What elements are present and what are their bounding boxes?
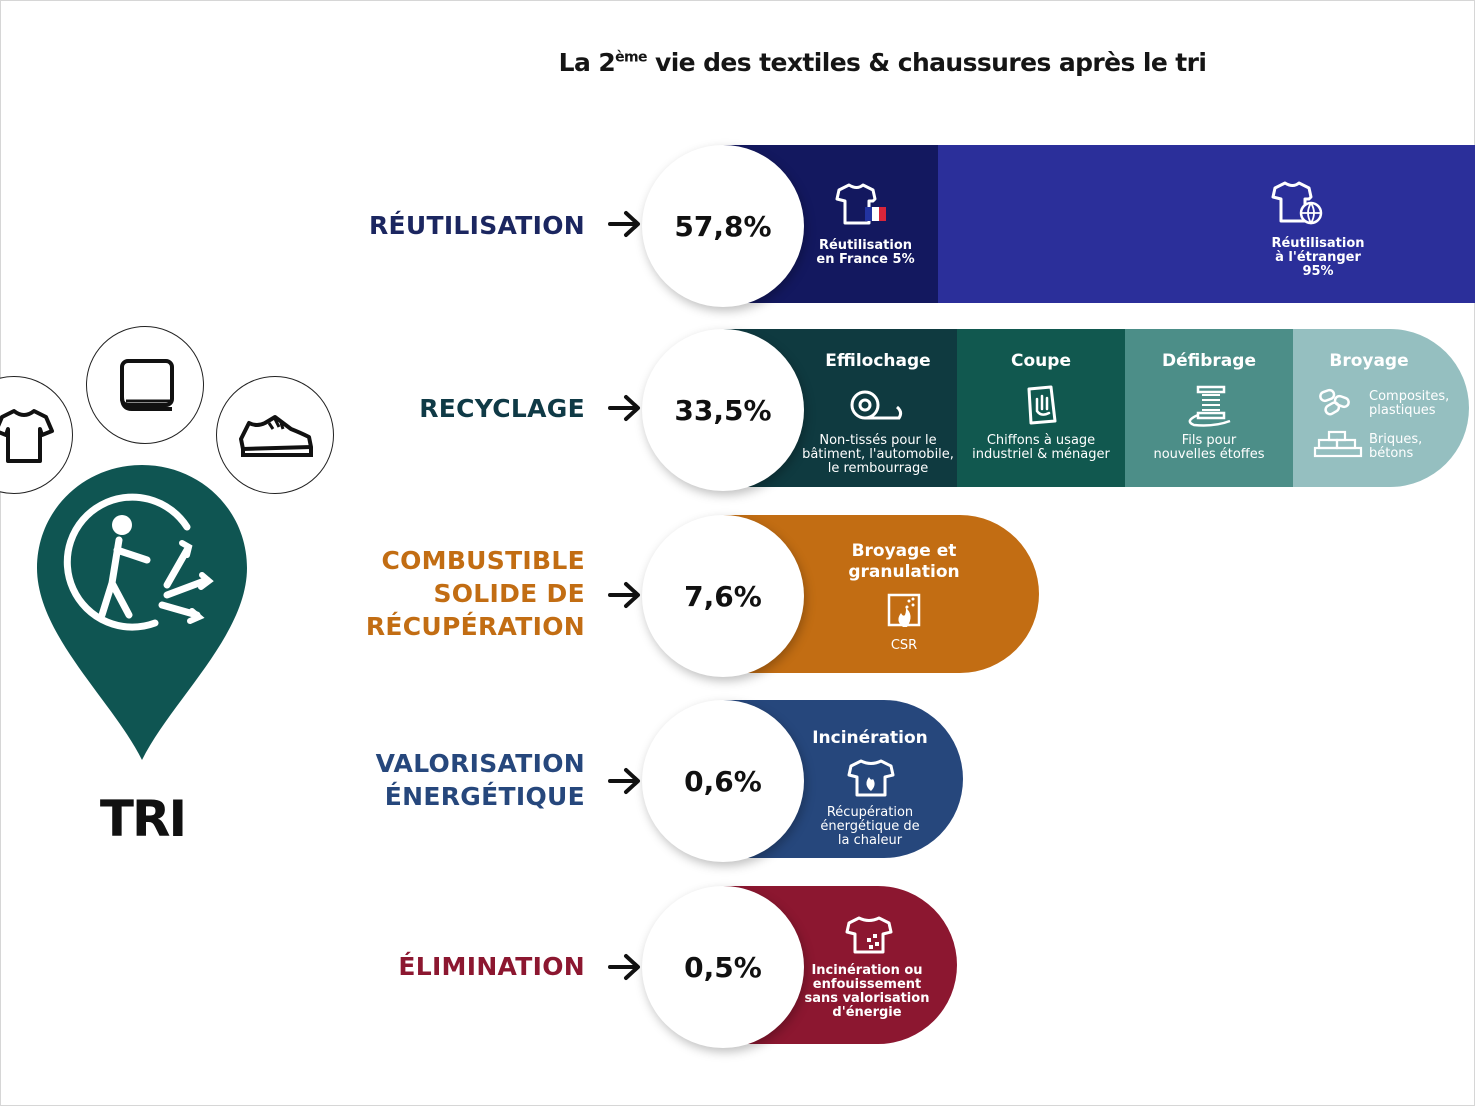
bar-recyclage [723, 329, 1469, 487]
row-label-recyclage: RECYCLAGE [419, 394, 585, 423]
segment-coupe [957, 329, 1125, 487]
chart-title: La 2ème vie des textiles & chaussures après le tri [558, 48, 1207, 77]
arrow-right-icon [608, 209, 642, 239]
segment-incineration-title: Incinération [812, 728, 928, 748]
rag-hand-icon [1021, 383, 1061, 427]
percent-valorisation: 0,6% [642, 700, 804, 862]
segment-defibrage [1125, 329, 1293, 487]
thread-spool-icon [1184, 383, 1234, 427]
tri-pin-marker [37, 465, 247, 765]
broyage-briques-text: Briques, bétons [1369, 432, 1423, 461]
segment-broyage [1293, 329, 1469, 487]
segment-reutilisation-etranger-text: Réutilisation à l'étranger 95% [1271, 236, 1365, 279]
percent-csr: 7,6% [642, 515, 804, 677]
arrow-right-icon [608, 393, 642, 423]
percent-recyclage: 33,5% [642, 329, 804, 491]
segment-defibrage-title: Défibrage [1162, 351, 1256, 371]
arrow-right-icon [608, 580, 642, 610]
fabric-bubble [86, 326, 204, 444]
segment-elimination-text: Incinération ou enfouissement sans valorisation d'énergie [804, 963, 930, 1020]
row-label-csr: COMBUSTIBLE SOLIDE DE RÉCUPÉRATION [365, 546, 585, 641]
row-label-elimination: ÉLIMINATION [398, 952, 585, 981]
row-label-reutilisation: RÉUTILISATION [368, 211, 585, 240]
tshirt-icon [0, 403, 56, 467]
tri-label: TRI [99, 790, 186, 848]
sneaker-icon [235, 405, 315, 465]
folded-fabric-icon [110, 353, 180, 417]
percent-elimination: 0,5% [642, 886, 804, 1048]
segment-reutilisation-france-text: Réutilisation en France 5% [816, 238, 915, 267]
segment-csr-text: CSR [890, 638, 918, 653]
broyage-composites-text: Composites, plastiques [1369, 389, 1450, 418]
granule-flame-icon [885, 591, 925, 631]
arrow-right-icon [608, 766, 642, 796]
bar-reutilisation [723, 145, 1475, 303]
segment-defibrage-text: Fils pour nouvelles étoffes [1153, 433, 1265, 462]
segment-effilochage-text: Non-tissés pour le bâtiment, l'automobile, le rembourrage [802, 433, 954, 476]
bricks-icon [1313, 429, 1363, 459]
segment-coupe-text: Chiffons à usage industriel & ménager [972, 433, 1110, 462]
tshirt-france-flag-icon [835, 179, 895, 229]
segment-coupe-title: Coupe [1011, 351, 1071, 371]
segment-reutilisation-etranger [938, 145, 1475, 303]
arrow-right-icon [608, 952, 642, 982]
tshirt-globe-icon [1271, 177, 1331, 227]
segment-broyage-granulation-title: Broyage et granulation [848, 541, 960, 582]
pellets-icon [1317, 387, 1357, 417]
segment-incineration-text: Récupération énergétique de la chaleur [820, 805, 920, 848]
row-label-valorisation: VALORISATION ÉNERGÉTIQUE [375, 749, 585, 811]
segment-broyage-title: Broyage [1329, 351, 1409, 371]
segment-effilochage-title: Effilochage [825, 351, 931, 371]
tshirt-flame-icon [847, 755, 897, 799]
fibre-roll-icon [847, 385, 907, 425]
percent-reutilisation: 57,8% [642, 145, 804, 307]
tshirt-burning-icon [845, 912, 895, 956]
